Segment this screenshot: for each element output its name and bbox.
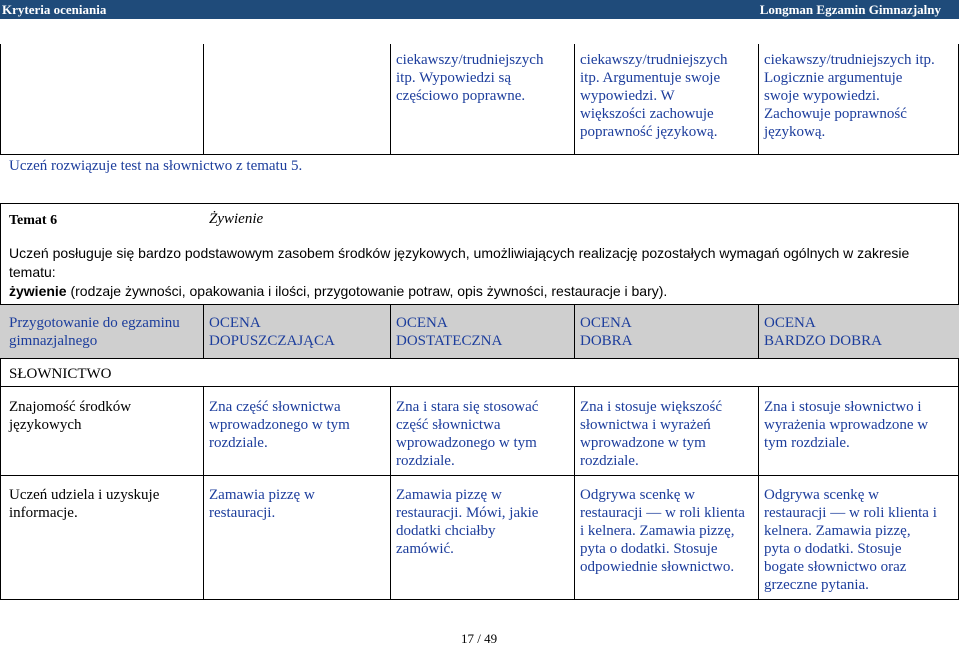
header-right-title: Longman Egzamin Gimnazjalny	[759, 2, 941, 17]
prev-cell-col4: ciekawszy/trudniejszych itp. Argumentuje swoje wypowiedzi. W większości zachowuje poprawność językową.	[580, 52, 728, 140]
row1-category: Znajomość środków językowych	[9, 399, 132, 433]
topic-intro: Uczeń posługuje się bardzo podstawowym zasobem środków językowych, umożliwiających realizację pozostałych wymagań ogólnych w zakresie tematu: żywienie (rodzaje żywności, opakowania i ilości, przygotowanie potraw, opis żywności, restauracje i bary).	[9, 245, 910, 299]
grade-header-dobra: OCENA DOBRA	[580, 315, 633, 349]
page-number: 17 / 49	[461, 631, 498, 646]
row1-dostateczna: Zna i stara się stosować część słownictwa wprowadzonego w tym rozdziale.	[396, 399, 539, 469]
document-header	[0, 0, 959, 19]
prev-cell-col3: ciekawszy/trudniejszych itp. Wypowiedzi są częściowo poprawne.	[396, 52, 544, 104]
grade-header-bardzo-dobra: OCENA BARDZO DOBRA	[764, 315, 882, 349]
section-title: SŁOWNICTWO	[9, 366, 112, 382]
test-note: Uczeń rozwiązuje test na słownictwo z tematu 5.	[9, 158, 303, 174]
row2-dopuszczajaca: Zamawia pizzę w restauracji.	[209, 487, 315, 521]
row2-bardzo-dobra: Odgrywa scenkę w restauracji — w roli klienta i kelnera. Zamawia pizzę, pyta o dodatki. Stosuje bogate słownictwo oraz grzeczne pytania.	[764, 487, 937, 593]
row2-dostateczna: Zamawia pizzę w restauracji. Mówi, jakie dodatki chciałby zamówić.	[396, 487, 539, 557]
row1-dobra: Zna i stosuje większość słownictwa i wyrażeń wprowadzone w tym rozdziale.	[580, 399, 723, 469]
topic-title: Żywienie	[209, 211, 264, 227]
grade-header-dopuszczajaca: OCENA DOPUSZCZAJĄCA	[209, 315, 335, 349]
grade-header-dostateczna: OCENA DOSTATECZNA	[396, 315, 503, 349]
topic-label: Temat 6	[9, 213, 58, 228]
row1-bardzo-dobra: Zna i stosuje słownictwo i wyrażenia wprowadzone w tym rozdziale.	[764, 399, 929, 451]
grade-header-exam: Przygotowanie do egzaminu gimnazjalnego	[9, 315, 180, 349]
row1-dopuszczajaca: Zna część słownictwa wprowadzonego w tym rozdziale.	[209, 399, 350, 451]
prev-cell-col5: ciekawszy/trudniejszych itp. Logicznie argumentuje swoje wypowiedzi. Zachowuje poprawność językową.	[764, 52, 935, 140]
row2-dobra: Odgrywa scenkę w restauracji — w roli klienta i kelnera. Zamawia pizzę, pyta o dodatki. Stosuje odpowiednie słownictwo.	[580, 487, 745, 575]
header-left-title: Kryteria oceniania	[2, 2, 107, 17]
intro-bold-keyword: żywienie	[9, 283, 67, 299]
row2-category: Uczeń udziela i uzyskuje informacje.	[9, 487, 160, 521]
